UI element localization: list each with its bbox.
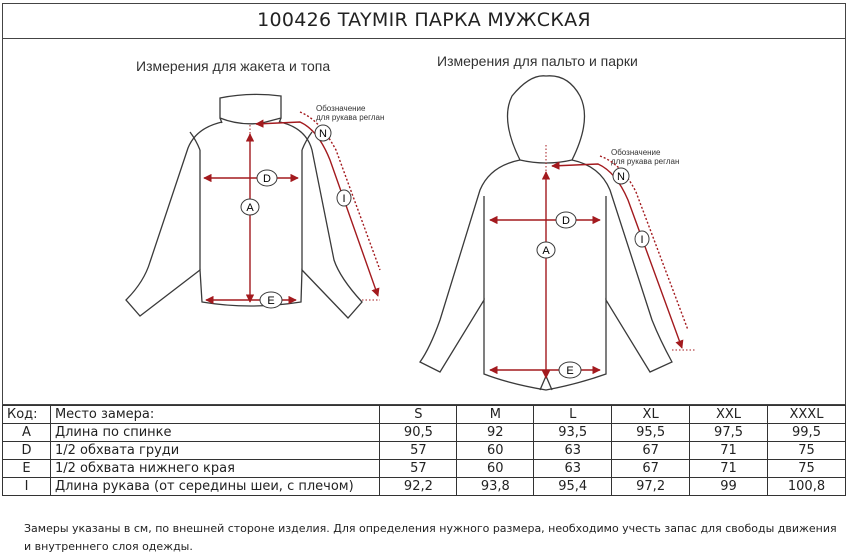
parka-label-a-text: A xyxy=(542,245,550,257)
row-value: 92 xyxy=(457,424,534,442)
row-value: 90,5 xyxy=(380,424,457,442)
size-table xyxy=(2,405,846,496)
row-value: 75 xyxy=(767,442,845,460)
row-code: E xyxy=(3,460,51,478)
footer-line-1: Замеры указаны в см, по внешней стороне изделия. Для определения нужного размера, необходимо учесть запас для свободы движения xyxy=(24,522,837,535)
row-value: 92,2 xyxy=(380,478,457,496)
row-value: 71 xyxy=(690,460,768,478)
size-table-header xyxy=(3,406,846,424)
row-code: A xyxy=(3,424,51,442)
parka-label-i xyxy=(635,231,649,247)
row-place: 1/2 обхвата нижнего края xyxy=(50,460,379,478)
jacket-raglan-note-line1: Обозначение xyxy=(316,104,366,113)
header-size-xxl: XXL xyxy=(690,406,768,424)
row-value: 57 xyxy=(380,460,457,478)
table-row xyxy=(3,478,846,496)
footer-line-2: и внутреннего слоя одежды. xyxy=(24,540,193,553)
row-value: 60 xyxy=(457,460,534,478)
row-place: Длина по спинке xyxy=(50,424,379,442)
jacket-dotted xyxy=(250,125,380,300)
row-value: 63 xyxy=(534,460,612,478)
page-title: 100426 TAYMIR ПАРКА МУЖСКАЯ xyxy=(2,3,846,39)
row-value: 67 xyxy=(612,442,690,460)
jacket-caption: Измерения для жакета и топа xyxy=(136,58,331,74)
jacket-labels xyxy=(241,125,351,308)
row-value: 75 xyxy=(767,460,845,478)
row-value: 57 xyxy=(380,442,457,460)
parka-label-n-text: N xyxy=(617,171,625,183)
parka-label-a xyxy=(537,242,555,258)
row-value: 100,8 xyxy=(767,478,845,496)
header-size-xl: XL xyxy=(612,406,690,424)
row-value: 97,2 xyxy=(612,478,690,496)
row-place: 1/2 обхвата груди xyxy=(50,442,379,460)
table-row xyxy=(3,442,846,460)
jacket-label-a-text: A xyxy=(246,202,254,214)
row-code: I xyxy=(3,478,51,496)
header-size-m: M xyxy=(457,406,534,424)
parka-raglan-note-line1: Обозначение xyxy=(611,148,661,157)
row-value: 67 xyxy=(612,460,690,478)
row-value: 71 xyxy=(690,442,768,460)
parka-label-d xyxy=(556,212,576,228)
table-row xyxy=(3,460,846,478)
row-value: 95,5 xyxy=(612,424,690,442)
parka-labels xyxy=(537,168,649,378)
header-size-l: L xyxy=(534,406,612,424)
jacket-label-i xyxy=(337,190,351,206)
parka-caption: Измерения для пальто и парки xyxy=(437,53,638,69)
parka-label-e-text: E xyxy=(566,365,574,377)
row-value: 95,4 xyxy=(534,478,612,496)
jacket-label-e xyxy=(260,292,282,308)
parka-label-d-text: D xyxy=(562,215,570,227)
row-value: 63 xyxy=(534,442,612,460)
parka-label-i-text: I xyxy=(640,234,644,246)
jacket-label-a xyxy=(241,199,259,215)
jacket-raglan-note-line2: для рукава реглан xyxy=(316,113,385,122)
row-value: 93,8 xyxy=(457,478,534,496)
row-value: 60 xyxy=(457,442,534,460)
row-code: D xyxy=(3,442,51,460)
parka-label-e xyxy=(559,362,581,378)
header-size-xxxl: XXXL xyxy=(767,406,845,424)
jacket-label-n-text: N xyxy=(319,128,327,140)
header-size-s: S xyxy=(380,406,457,424)
jacket-measure-lines xyxy=(204,112,380,302)
row-value: 99 xyxy=(690,478,768,496)
jacket-label-e-text: E xyxy=(267,295,275,307)
row-value: 97,5 xyxy=(690,424,768,442)
header-place: Место замера: xyxy=(50,406,379,424)
footer-note xyxy=(24,520,844,556)
jacket-label-d-text: D xyxy=(263,173,271,185)
parka-measure-lines xyxy=(490,156,688,378)
jacket-label-i-text: I xyxy=(342,193,346,205)
row-value: 93,5 xyxy=(534,424,612,442)
jacket-label-n xyxy=(315,125,331,141)
parka-label-n xyxy=(613,168,629,184)
parka-raglan-note-line2: для рукава реглан xyxy=(611,157,680,166)
jacket-label-d xyxy=(257,170,277,186)
row-place: Длина рукава (от середины шеи, с плечом) xyxy=(50,478,379,496)
header-code: Код: xyxy=(3,406,51,424)
table-row xyxy=(3,424,846,442)
row-value: 99,5 xyxy=(767,424,845,442)
